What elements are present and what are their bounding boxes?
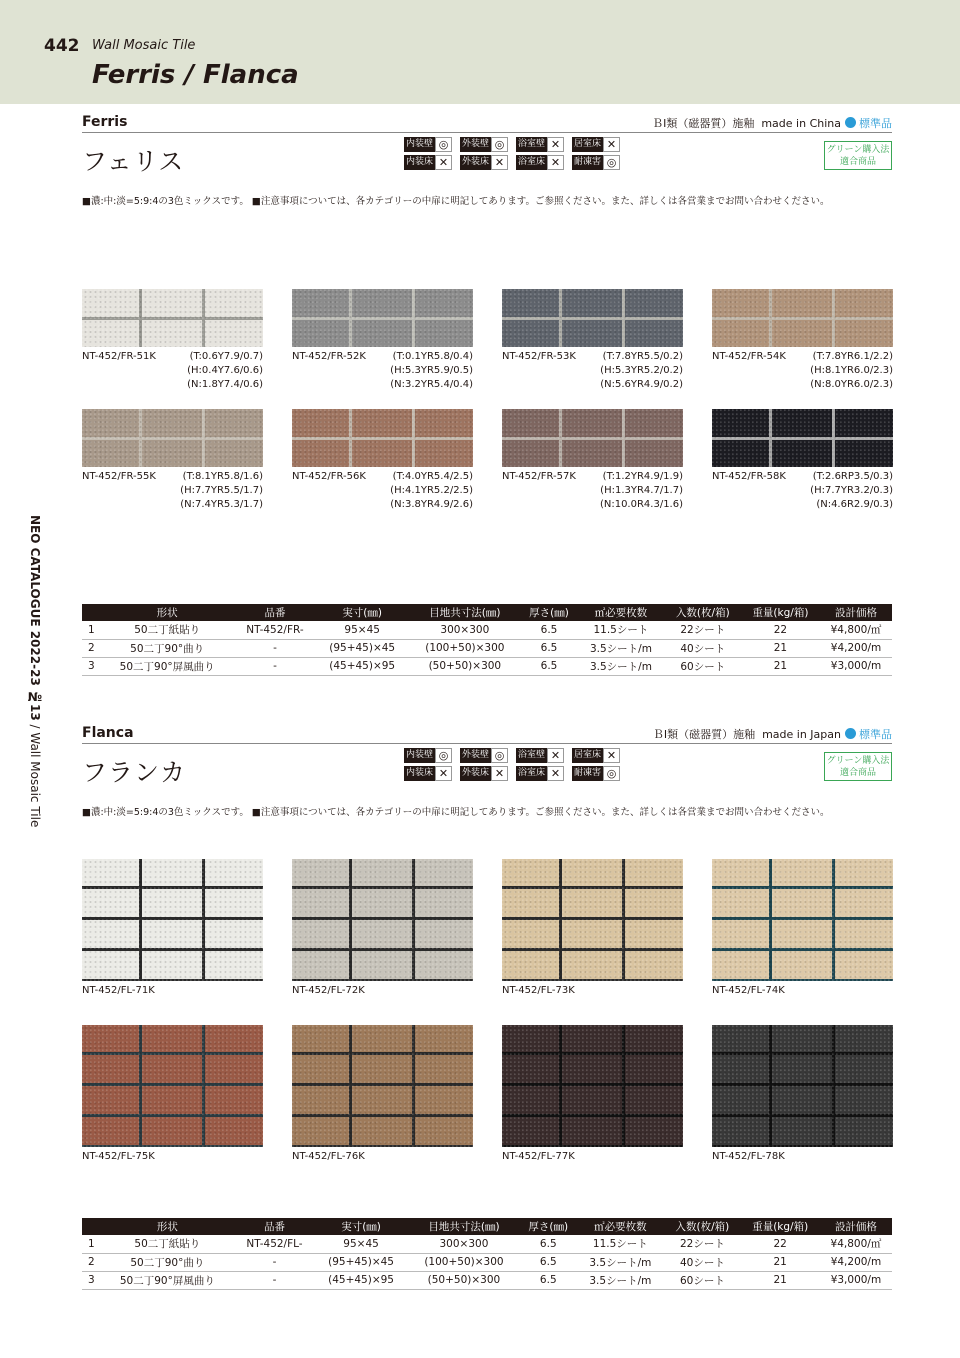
table-row bbox=[82, 657, 892, 675]
column-header: 重量(kg/箱) bbox=[741, 1218, 820, 1235]
usage-label: 浴室床 bbox=[516, 155, 547, 170]
column-header: 実寸(㎜) bbox=[316, 604, 409, 621]
table-cell: 6.5 bbox=[521, 639, 577, 657]
unsuitable-icon: ✕ bbox=[435, 766, 452, 781]
column-header: 設計価格 bbox=[820, 1218, 892, 1235]
table-cell: (95+45)×45 bbox=[314, 1253, 407, 1271]
tile-swatch bbox=[502, 409, 683, 467]
ferris-tile-grid bbox=[82, 289, 893, 529]
table-row bbox=[82, 639, 892, 657]
tile-card bbox=[292, 409, 473, 529]
tile-caption bbox=[502, 981, 683, 1025]
usage-label: 耐凍害 bbox=[572, 155, 603, 170]
munsell-values: (T:8.1YR5.8/1.6) (H:7.7YR5.5/1.7) (N:7.4YR5.3/1.7) bbox=[180, 471, 263, 510]
munsell-values: (T:0.6Y7.9/0.7) (H:0.4Y7.6/0.6) (N:1.8Y7.4/0.6) bbox=[187, 351, 263, 390]
series-note: ■濃:中:淡=5:9:4の3色ミックスです。 ■注意事項については、各カテゴリーの中扉に明記してあります。ご参照ください。また、詳しくは各営業までお問い合わせください。 bbox=[82, 196, 830, 207]
unsuitable-icon: ✕ bbox=[491, 155, 508, 170]
table-row bbox=[82, 1271, 892, 1289]
tile-card bbox=[82, 289, 263, 409]
table-cell: 50二丁90°曲り bbox=[100, 639, 234, 657]
table-cell: 3.5シート/m bbox=[577, 657, 665, 675]
tile-swatch bbox=[502, 289, 683, 347]
unsuitable-icon: ✕ bbox=[547, 137, 564, 152]
unsuitable-icon: ✕ bbox=[435, 155, 452, 170]
usage-label: 浴室壁 bbox=[516, 137, 547, 152]
green-purchase-badge bbox=[824, 141, 892, 170]
tile-caption bbox=[292, 1147, 473, 1191]
table-cell: ¥3,000/m bbox=[820, 657, 892, 675]
table-cell: (45+45)×95 bbox=[314, 1271, 407, 1289]
table-cell: 60シート bbox=[664, 1271, 740, 1289]
tile-card bbox=[292, 1025, 473, 1191]
green-line-2: 適合商品 bbox=[839, 157, 876, 167]
table-cell: 2 bbox=[82, 639, 100, 657]
munsell-values: (T:4.0YR5.4/2.5) (H:4.1YR5.2/2.5) (N:3.8YR4.9/2.6) bbox=[390, 471, 473, 510]
table-cell: ¥4,200/m bbox=[820, 639, 892, 657]
table-cell: (100+50)×300 bbox=[409, 639, 521, 657]
tile-swatch bbox=[82, 859, 263, 981]
tile-swatch bbox=[292, 289, 473, 347]
tile-swatch bbox=[82, 409, 263, 467]
table-cell: (45+45)×95 bbox=[316, 657, 409, 675]
tile-swatch bbox=[292, 859, 473, 981]
column-header: 目地共寸法(㎜) bbox=[409, 604, 521, 621]
column-header: 入数(枚/箱) bbox=[664, 1218, 740, 1235]
unsuitable-icon: ✕ bbox=[603, 748, 620, 763]
tile-code: NT-452/FR-57K bbox=[502, 471, 576, 482]
flanca-section bbox=[82, 725, 892, 825]
table-cell: NT-452/FL- bbox=[235, 1235, 315, 1253]
tile-code: NT-452/FL-78K bbox=[712, 1151, 785, 1162]
munsell-values: (T:0.1YR5.8/0.4) (H:5.3YR5.9/0.5) (N:3.2YR5.4/0.4) bbox=[390, 351, 473, 390]
tile-caption bbox=[502, 467, 683, 529]
table-cell: 50二丁90°屏風曲り bbox=[100, 657, 234, 675]
column-header: 重量(kg/箱) bbox=[741, 604, 820, 621]
tile-card bbox=[712, 289, 893, 409]
table-row bbox=[82, 1253, 892, 1271]
table-cell: (95+45)×45 bbox=[316, 639, 409, 657]
usage-label: 外装床 bbox=[460, 766, 491, 781]
column-header: 品番 bbox=[234, 604, 315, 621]
tile-card bbox=[502, 859, 683, 1025]
origin: made in Japan bbox=[762, 728, 841, 741]
ferris-section bbox=[82, 114, 892, 214]
usage-icon bbox=[404, 748, 458, 763]
table-cell: 6.5 bbox=[520, 1253, 576, 1271]
usage-label: 外装壁 bbox=[460, 137, 491, 152]
munsell-values: (T:7.8YR5.5/0.2) (H:5.3YR5.2/0.2) (N:5.6YR4.9/0.2) bbox=[600, 351, 683, 390]
standard-label: 標準品 bbox=[859, 117, 892, 130]
tile-caption bbox=[292, 347, 473, 409]
tile-code: NT-452/FL-71K bbox=[82, 985, 155, 996]
tile-code: NT-452/FL-74K bbox=[712, 985, 785, 996]
usage-label: 浴室壁 bbox=[516, 748, 547, 763]
divider bbox=[82, 132, 892, 133]
tile-card bbox=[712, 859, 893, 1025]
munsell-values: (T:2.6RP3.5/0.3) (H:7.7YR3.2/0.3) (N:4.6R2.9/0.3) bbox=[810, 471, 893, 510]
usage-icon bbox=[404, 137, 458, 152]
tile-caption bbox=[712, 347, 893, 409]
tile-swatch bbox=[292, 1025, 473, 1147]
table-cell: 300×300 bbox=[408, 1235, 520, 1253]
series-meta bbox=[653, 726, 892, 742]
table-cell: 21 bbox=[741, 639, 820, 657]
column-header: 厚さ(㎜) bbox=[521, 604, 577, 621]
tile-swatch bbox=[712, 859, 893, 981]
tile-caption bbox=[712, 1147, 893, 1191]
table-cell: 95×45 bbox=[314, 1235, 407, 1253]
table-cell: 2 bbox=[82, 1253, 100, 1271]
table-cell: (50+50)×300 bbox=[408, 1271, 520, 1289]
column-header: 実寸(㎜) bbox=[314, 1218, 407, 1235]
usage-label: 浴室床 bbox=[516, 766, 547, 781]
standard-label: 標準品 bbox=[859, 728, 892, 741]
table-cell: 22シート bbox=[665, 621, 741, 639]
usage-icons bbox=[404, 137, 626, 170]
tile-card bbox=[712, 409, 893, 529]
page-title: Ferris / Flanca bbox=[92, 60, 299, 90]
tile-caption bbox=[712, 467, 893, 529]
column-header: 厚さ(㎜) bbox=[520, 1218, 576, 1235]
usage-icon bbox=[572, 748, 626, 763]
suitable-icon: ◎ bbox=[435, 748, 452, 763]
usage-icon bbox=[460, 137, 514, 152]
body-class: ＢⅠ類（磁器質）施釉 bbox=[652, 117, 755, 130]
table-cell: 6.5 bbox=[521, 657, 577, 675]
tile-code: NT-452/FR-58K bbox=[712, 471, 786, 482]
column-header bbox=[82, 604, 100, 621]
table-cell: (100+50)×300 bbox=[408, 1253, 520, 1271]
origin: made in China bbox=[761, 117, 841, 130]
green-purchase-badge bbox=[824, 752, 892, 781]
table-cell: 60シート bbox=[665, 657, 741, 675]
table-cell: (50+50)×300 bbox=[409, 657, 521, 675]
tile-swatch bbox=[712, 289, 893, 347]
body-class: ＢⅠ類（磁器質）施釉 bbox=[652, 728, 756, 741]
green-line-1: グリーン購入法 bbox=[826, 756, 890, 766]
unsuitable-icon: ✕ bbox=[547, 155, 564, 170]
tile-swatch bbox=[82, 1025, 263, 1147]
usage-icon bbox=[460, 748, 514, 763]
tile-swatch bbox=[292, 409, 473, 467]
column-header: ㎡必要枚数 bbox=[577, 604, 665, 621]
table-cell: 6.5 bbox=[521, 621, 577, 639]
column-header bbox=[82, 1218, 100, 1235]
table-cell: 3 bbox=[82, 1271, 100, 1289]
table-row bbox=[82, 621, 892, 639]
category-label: Wall Mosaic Tile bbox=[92, 38, 196, 53]
table-cell: 21 bbox=[741, 1271, 820, 1289]
table-cell: 300×300 bbox=[409, 621, 521, 639]
tile-swatch bbox=[502, 859, 683, 981]
table-cell: 22 bbox=[741, 1235, 820, 1253]
table-cell: 3.5シート/m bbox=[576, 1253, 664, 1271]
series-note: ■濃:中:淡=5:9:4の3色ミックスです。 ■注意事項については、各カテゴリーの中扉に明記してあります。ご参照ください。また、詳しくは各営業までお問い合わせください。 bbox=[82, 807, 830, 818]
tile-swatch bbox=[712, 1025, 893, 1147]
side-catalogue-label bbox=[28, 515, 42, 855]
suitable-icon: ◎ bbox=[491, 137, 508, 152]
tile-caption bbox=[502, 347, 683, 409]
standard-dot-icon bbox=[845, 728, 856, 739]
table-cell: - bbox=[235, 1253, 315, 1271]
usage-icon bbox=[572, 155, 626, 170]
tile-swatch bbox=[502, 1025, 683, 1147]
unsuitable-icon: ✕ bbox=[491, 766, 508, 781]
usage-label: 内装壁 bbox=[404, 137, 435, 152]
table-cell: 21 bbox=[741, 657, 820, 675]
usage-icon bbox=[572, 137, 626, 152]
usage-icon bbox=[404, 766, 458, 781]
tile-code: NT-452/FR-55K bbox=[82, 471, 156, 482]
table-row bbox=[82, 1235, 892, 1253]
page-header bbox=[0, 0, 960, 104]
ferris-spec-table bbox=[82, 604, 892, 676]
table-cell: ¥4,800/㎡ bbox=[820, 1235, 892, 1253]
table-header-row bbox=[82, 1218, 892, 1235]
column-header: 形状 bbox=[100, 1218, 235, 1235]
tile-card bbox=[82, 1025, 263, 1191]
tile-code: NT-452/FL-76K bbox=[292, 1151, 365, 1162]
tile-code: NT-452/FR-56K bbox=[292, 471, 366, 482]
munsell-values: (T:1.2YR4.9/1.9) (H:1.3YR4.7/1.7) (N:10.0R4.3/1.6) bbox=[599, 471, 683, 510]
series-name-jp: フランカ bbox=[82, 758, 187, 787]
table-cell: 21 bbox=[741, 1253, 820, 1271]
usage-icon bbox=[516, 137, 570, 152]
table-cell: ¥4,200/m bbox=[820, 1253, 892, 1271]
column-header: 形状 bbox=[100, 604, 234, 621]
suitable-icon: ◎ bbox=[435, 137, 452, 152]
table-cell: 50二丁90°曲り bbox=[100, 1253, 235, 1271]
series-name: Ferris bbox=[82, 114, 128, 130]
tile-code: NT-452/FR-51K bbox=[82, 351, 156, 362]
tile-caption bbox=[82, 347, 263, 409]
tile-code: NT-452/FL-75K bbox=[82, 1151, 155, 1162]
table-cell: - bbox=[234, 657, 315, 675]
table-cell: NT-452/FR- bbox=[234, 621, 315, 639]
usage-label: 外装床 bbox=[460, 155, 491, 170]
table-cell: 3.5シート/m bbox=[576, 1271, 664, 1289]
usage-icons bbox=[404, 748, 626, 781]
usage-label: 内装床 bbox=[404, 766, 435, 781]
tile-caption bbox=[82, 1147, 263, 1191]
table-cell: 3.5シート/m bbox=[577, 639, 665, 657]
table-cell: 6.5 bbox=[520, 1271, 576, 1289]
suitable-icon: ◎ bbox=[491, 748, 508, 763]
column-header: 品番 bbox=[235, 1218, 315, 1235]
usage-icon bbox=[516, 748, 570, 763]
table-cell: 50二丁紙貼り bbox=[100, 621, 234, 639]
usage-label: 耐凍害 bbox=[572, 766, 603, 781]
tile-code: NT-452/FR-53K bbox=[502, 351, 576, 362]
tile-card bbox=[292, 859, 473, 1025]
usage-icon bbox=[516, 766, 570, 781]
table-cell: ¥4,800/㎡ bbox=[820, 621, 892, 639]
tile-swatch bbox=[712, 409, 893, 467]
munsell-values: (T:7.8YR6.1/2.2) (H:8.1YR6.0/2.3) (N:8.0YR6.0/2.3) bbox=[810, 351, 893, 390]
unsuitable-icon: ✕ bbox=[547, 748, 564, 763]
suitable-icon: ◎ bbox=[603, 155, 620, 170]
tile-caption bbox=[712, 981, 893, 1025]
table-cell: 11.5シート bbox=[577, 621, 665, 639]
tile-code: NT-452/FL-77K bbox=[502, 1151, 575, 1162]
green-line-1: グリーン購入法 bbox=[826, 145, 890, 155]
tile-code: NT-452/FR-52K bbox=[292, 351, 366, 362]
table-cell: 1 bbox=[82, 1235, 100, 1253]
tile-code: NT-452/FL-73K bbox=[502, 985, 575, 996]
tile-card bbox=[502, 1025, 683, 1191]
tile-card bbox=[82, 409, 263, 529]
table-cell: 6.5 bbox=[520, 1235, 576, 1253]
usage-label: 外装壁 bbox=[460, 748, 491, 763]
table-cell: 50二丁紙貼り bbox=[100, 1235, 235, 1253]
tile-code: NT-452/FL-72K bbox=[292, 985, 365, 996]
column-header: ㎡必要枚数 bbox=[576, 1218, 664, 1235]
page-number: 442 bbox=[44, 36, 80, 56]
tile-caption bbox=[82, 467, 263, 529]
flanca-tile-grid bbox=[82, 859, 893, 1191]
tile-card bbox=[82, 859, 263, 1025]
unsuitable-icon: ✕ bbox=[547, 766, 564, 781]
usage-icon bbox=[460, 766, 514, 781]
usage-label: 居室床 bbox=[572, 137, 603, 152]
table-cell: - bbox=[234, 639, 315, 657]
usage-icon bbox=[572, 766, 626, 781]
flanca-spec-table bbox=[82, 1218, 892, 1290]
usage-icon bbox=[404, 155, 458, 170]
usage-icon bbox=[460, 155, 514, 170]
table-cell: 11.5シート bbox=[576, 1235, 664, 1253]
table-cell: 40シート bbox=[665, 639, 741, 657]
table-cell: ¥3,000/m bbox=[820, 1271, 892, 1289]
suitable-icon: ◎ bbox=[603, 766, 620, 781]
table-cell: 3 bbox=[82, 657, 100, 675]
table-cell: 1 bbox=[82, 621, 100, 639]
tile-caption bbox=[292, 981, 473, 1025]
table-cell: - bbox=[235, 1271, 315, 1289]
tile-swatch bbox=[82, 289, 263, 347]
tile-caption bbox=[502, 1147, 683, 1191]
table-cell: 22 bbox=[741, 621, 820, 639]
table-header-row bbox=[82, 604, 892, 621]
column-header: 入数(枚/箱) bbox=[665, 604, 741, 621]
catalogue-name: NEO CATALOGUE 2022-23 №13 bbox=[28, 515, 42, 721]
tile-card bbox=[712, 1025, 893, 1191]
column-header: 目地共寸法(㎜) bbox=[408, 1218, 520, 1235]
tile-caption bbox=[82, 981, 263, 1025]
usage-label: 居室床 bbox=[572, 748, 603, 763]
usage-label: 内装壁 bbox=[404, 748, 435, 763]
usage-icon bbox=[516, 155, 570, 170]
series-meta bbox=[652, 115, 892, 131]
tile-card bbox=[502, 289, 683, 409]
tile-card bbox=[292, 289, 473, 409]
table-cell: 50二丁90°屏風曲り bbox=[100, 1271, 235, 1289]
unsuitable-icon: ✕ bbox=[603, 137, 620, 152]
green-line-2: 適合商品 bbox=[839, 768, 876, 778]
series-name: Flanca bbox=[82, 725, 134, 741]
tile-caption bbox=[292, 467, 473, 529]
usage-label: 内装床 bbox=[404, 155, 435, 170]
standard-dot-icon bbox=[845, 117, 856, 128]
divider bbox=[82, 743, 892, 744]
table-cell: 22シート bbox=[664, 1235, 740, 1253]
table-cell: 95×45 bbox=[316, 621, 409, 639]
table-cell: 40シート bbox=[664, 1253, 740, 1271]
tile-card bbox=[502, 409, 683, 529]
column-header: 設計価格 bbox=[820, 604, 892, 621]
series-name-jp: フェリス bbox=[82, 147, 185, 176]
catalogue-section: / Wall Mosaic Tile bbox=[28, 720, 42, 828]
tile-code: NT-452/FR-54K bbox=[712, 351, 786, 362]
